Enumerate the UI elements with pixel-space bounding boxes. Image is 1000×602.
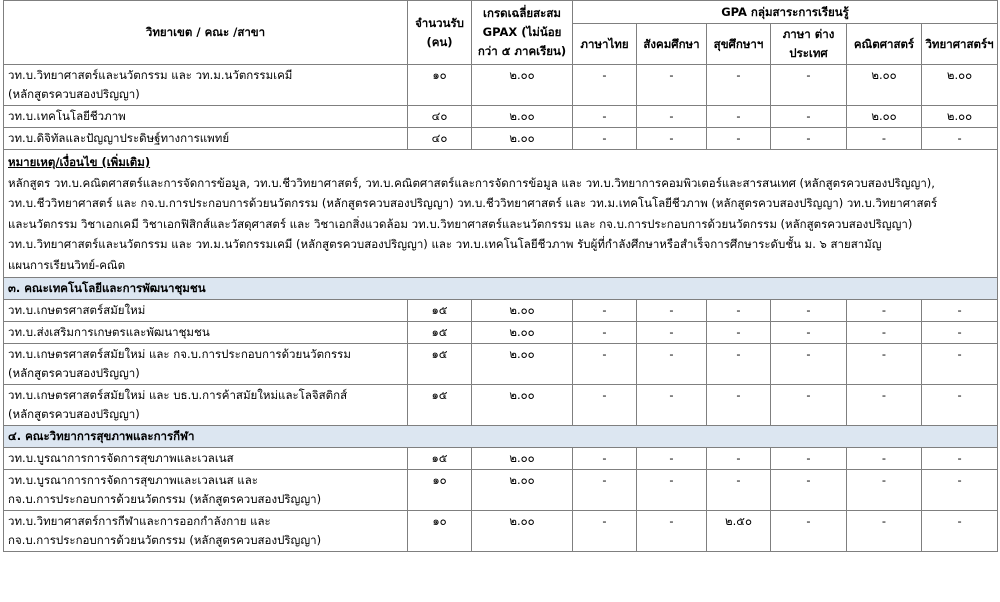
subject-gpa-cell: - [847,511,922,552]
seats-cell: ๑๕ [408,385,472,426]
seats-cell: ๑๕ [408,448,472,470]
program-name-cell [4,300,408,322]
subject-gpa-cell: - [771,106,847,128]
subject-gpa-cell: - [637,128,707,150]
subject-gpa-cell: - [573,448,637,470]
program-name: วท.บ.เทคโนโลยีชีวภาพ [8,109,126,123]
subject-gpa-cell: - [573,128,637,150]
subject-gpa-cell: - [573,344,637,385]
header-row [4,1,998,24]
program-name-line2: (หลักสูตรควบสองปริญญา) [8,366,140,380]
subject-gpa-cell: ๒.๕๐ [707,511,771,552]
subject-header: คณิตศาสตร์ [847,24,922,65]
program-name-cell [4,448,408,470]
seats-cell: ๑๕ [408,300,472,322]
subject-gpa-cell: - [637,385,707,426]
subject-header: สังคมศึกษา [637,24,707,65]
note-line: วท.บ.ชีววิทยาศาสตร์ และ กจ.บ.การประกอบการด้วยนวัตกรรม (หลักสูตรควบสองปริญญา) วท.บ.ชีววิทยาศาสตร์ และ วท.ม.เทคโนโลยีชีวภาพ (หลักสูตรควบสองปริญญา) วท.บ.วิทยาศาสตร์ [8,196,938,210]
table-row [4,106,998,128]
gpax-cell: ๒.๐๐ [472,106,573,128]
subject-gpa-cell: - [922,344,998,385]
subject-gpa-cell: - [707,128,771,150]
subject-gpa-cell: - [573,470,637,511]
program-name-cell [4,470,408,511]
admission-table [3,0,998,552]
subject-gpa-cell: - [637,106,707,128]
col-gpax-line3: กว่า ๕ ภาคเรียน) [477,44,567,58]
subject-gpa-cell: ๒.๐๐ [847,65,922,106]
col-program-header: วิทยาเขต / คณะ /สาขา [4,1,408,65]
col-gpa-group-header: GPA กลุ่มสาระการเรียนรู้ [573,1,998,24]
subject-gpa-cell: - [771,470,847,511]
table-row [4,128,998,150]
col-seats-line2: (คน) [426,34,453,49]
subject-gpa-cell: - [707,448,771,470]
subject-gpa-cell: - [707,65,771,106]
program-name-cell [4,106,408,128]
program-name-cell [4,322,408,344]
subject-gpa-cell: - [637,344,707,385]
table-row [4,511,998,552]
subject-gpa-cell: - [771,385,847,426]
program-name-line2: (หลักสูตรควบสองปริญญา) [8,87,140,101]
program-name: วท.บ.ดิจิทัลและปัญญาประดิษฐ์ทางการแพทย์ [8,131,230,145]
program-name-cell [4,128,408,150]
program-name-cell [4,65,408,106]
table-row [4,322,998,344]
subject-gpa-cell: - [847,300,922,322]
gpax-cell: ๒.๐๐ [472,344,573,385]
table-row [4,448,998,470]
subject-gpa-cell: - [707,106,771,128]
subject-gpa-cell: - [771,448,847,470]
col-gpax-header [472,1,573,65]
note-line: และนวัตกรรม วิชาเอกเคมี วิชาเอกฟิสิกส์และวัสดุศาสตร์ และ วิชาเอกสิ่งแวดล้อม วท.บ.วิทยาศาสตร์และนวัตกรรม และ กจ.บ.การประกอบการด้วยนวัตกรรม (หลักสูตรควบสองปริญญา) [8,216,913,231]
subject-gpa-cell: - [637,300,707,322]
seats-cell: ๑๐ [408,470,472,511]
subject-gpa-cell: - [922,470,998,511]
subject-gpa-cell: - [637,322,707,344]
note-line: วท.บ.วิทยาศาสตร์และนวัตกรรม และ วท.ม.นวัตกรรมเคมี (หลักสูตรควบสองปริญญา) และ วท.บ.เทคโนโลยีชีวภาพ รับผู้ที่กำลังศึกษาหรือสำเร็จการศึกษาระดับชั้น ม. ๖ สายสามัญ [8,237,882,251]
gpax-cell: ๒.๐๐ [472,322,573,344]
seats-cell: ๑๕ [408,344,472,385]
gpax-cell: ๒.๐๐ [472,385,573,426]
subject-gpa-cell: - [573,322,637,344]
seats-cell: ๑๐ [408,511,472,552]
note-cell [4,150,998,278]
subject-gpa-cell: - [771,322,847,344]
program-name: วท.บ.เกษตรศาสตร์สมัยใหม่ [8,303,146,317]
subject-gpa-cell: - [847,322,922,344]
subject-gpa-cell: - [637,65,707,106]
section-title: ๓. คณะเทคโนโลยีและการพัฒนาชุมชน [4,278,998,300]
subject-gpa-cell: - [707,385,771,426]
note-row [4,150,998,278]
subject-gpa-cell: - [847,128,922,150]
subject-gpa-cell: - [707,344,771,385]
subject-gpa-cell: ๒.๐๐ [847,106,922,128]
subject-gpa-cell: - [637,448,707,470]
subject-gpa-cell: - [771,511,847,552]
program-name-line2: (หลักสูตรควบสองปริญญา) [8,407,140,421]
subject-gpa-cell: - [922,128,998,150]
subject-gpa-cell: - [771,128,847,150]
seats-cell: ๑๕ [408,322,472,344]
subject-header: สุขศึกษาฯ [707,24,771,65]
table-row [4,300,998,322]
program-name-line2: กจ.บ.การประกอบการด้วยนวัตกรรม (หลักสูตรควบสองปริญญา) [8,492,322,506]
gpax-cell: ๒.๐๐ [472,470,573,511]
program-name: วท.บ.เกษตรศาสตร์สมัยใหม่ และ บธ.บ.การค้าสมัยใหม่และโลจิสติกส์ [8,388,348,402]
program-name-cell [4,511,408,552]
subject-gpa-cell: - [847,344,922,385]
gpax-cell: ๒.๐๐ [472,65,573,106]
subject-gpa-cell: - [922,300,998,322]
seats-cell: ๑๐ [408,65,472,106]
program-name: วท.บ.ส่งเสริมการเกษตรและพัฒนาชุมชน [8,325,210,339]
seats-cell: ๔๐ [408,106,472,128]
subject-gpa-cell: - [573,511,637,552]
col-seats-header [408,1,472,65]
col-gpax-line2: GPAX (ไม่น้อย [482,25,562,39]
subject-gpa-cell: - [771,344,847,385]
program-name-cell [4,344,408,385]
subject-gpa-cell: ๒.๐๐ [922,106,998,128]
note-title: หมายเหตุ/เงื่อนไข (เพิ่มเติม) [8,155,151,169]
subject-gpa-cell: - [847,470,922,511]
section-row [4,426,998,448]
gpax-cell: ๒.๐๐ [472,128,573,150]
program-name: วท.บ.เกษตรศาสตร์สมัยใหม่ และ กจ.บ.การประกอบการด้วยนวัตกรรม [8,347,351,361]
section-row [4,278,998,300]
subject-gpa-cell: - [707,322,771,344]
section-title: ๔. คณะวิทยาการสุขภาพและการกีฬา [4,426,998,448]
table-row [4,385,998,426]
subject-gpa-cell: - [573,300,637,322]
program-name: วท.บ.บูรณาการการจัดการสุขภาพและเวลเนส [8,451,234,465]
group-a-rows [4,65,998,150]
table-row [4,65,998,106]
subject-gpa-cell: - [771,300,847,322]
subject-gpa-cell: - [922,322,998,344]
subject-gpa-cell: - [847,448,922,470]
subject-gpa-cell: ๒.๐๐ [922,65,998,106]
subject-gpa-cell: - [637,511,707,552]
seats-cell: ๔๐ [408,128,472,150]
group-c-rows [4,448,998,552]
subject-gpa-cell: - [922,448,998,470]
program-name: วท.บ.วิทยาศาสตร์และนวัตกรรม และ วท.ม.นวัตกรรมเคมี [8,68,293,82]
note-line: แผนการเรียนวิทย์-คณิต [8,257,126,272]
col-seats-line1: จำนวนรับ [415,15,464,30]
group-b-rows [4,300,998,426]
table-row [4,470,998,511]
gpax-cell: ๒.๐๐ [472,448,573,470]
note-line: หลักสูตร วท.บ.คณิตศาสตร์และการจัดการข้อมูล, วท.บ.ชีววิทยาศาสตร์, วท.บ.คณิตศาสตร์และการจัดการข้อมูล และ วท.บ.วิทยาการคอมพิวเตอร์และสารสนเทศ (หลักสูตรควบสองปริญญา), [8,175,935,190]
subject-gpa-cell: - [771,65,847,106]
gpax-cell: ๒.๐๐ [472,300,573,322]
subject-gpa-cell: - [637,470,707,511]
subject-gpa-cell: - [707,300,771,322]
subject-header: วิทยาศาสตร์ฯ [922,24,998,65]
program-name-line2: กจ.บ.การประกอบการด้วยนวัตกรรม (หลักสูตรควบสองปริญญา) [8,533,322,547]
table-row [4,344,998,385]
col-gpax-line1: เกรดเฉลี่ยสะสม [483,6,561,20]
subject-gpa-cell: - [573,65,637,106]
subject-gpa-cell: - [573,106,637,128]
gpax-cell: ๒.๐๐ [472,511,573,552]
subject-gpa-cell: - [922,511,998,552]
subject-gpa-cell: - [922,385,998,426]
program-name: วท.บ.บูรณาการการจัดการสุขภาพและเวลเนส และ [8,473,258,487]
subject-gpa-cell: - [707,470,771,511]
subject-gpa-cell: - [847,385,922,426]
subject-header: ภาษา ต่างประเทศ [771,24,847,65]
program-name-cell [4,385,408,426]
subject-gpa-cell: - [573,385,637,426]
subject-header: ภาษาไทย [573,24,637,65]
program-name: วท.บ.วิทยาศาสตร์การกีฬาและการออกกำลังกาย และ [8,514,271,528]
